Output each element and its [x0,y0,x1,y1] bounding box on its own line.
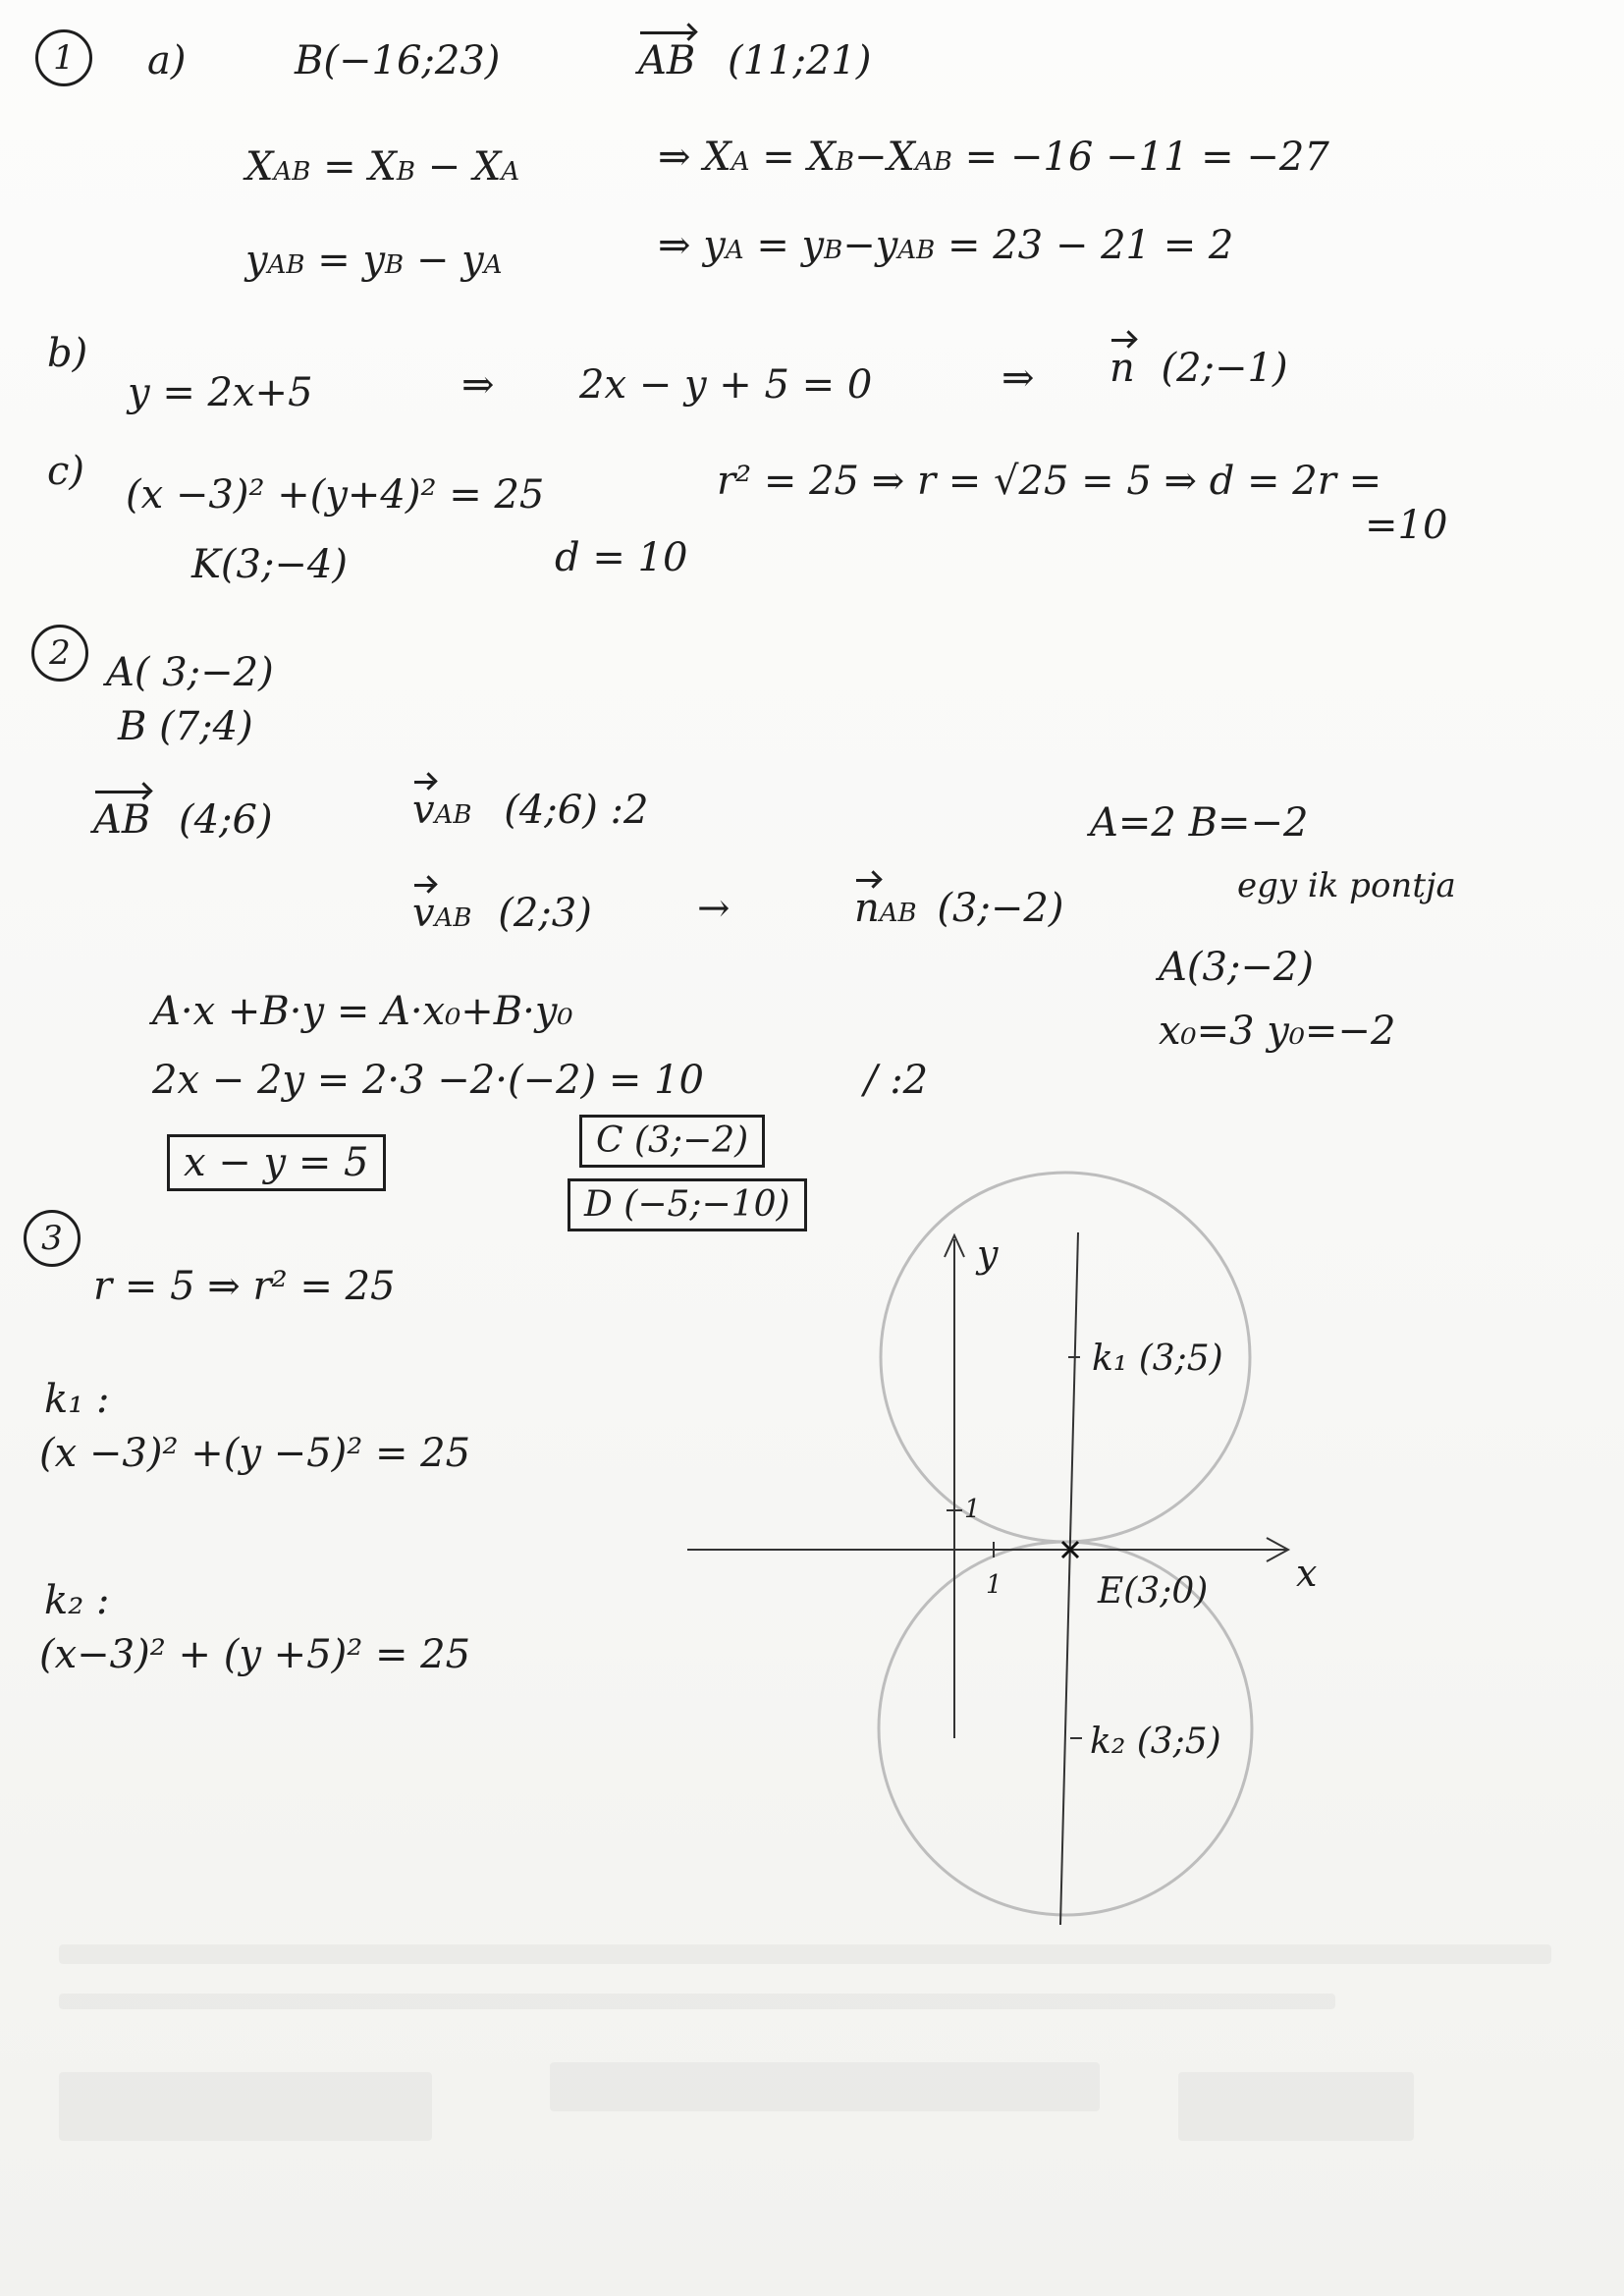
impl-y-result: = 23 − 21 = 2 [947,223,1234,268]
tick-y-1-label: 1 [964,1495,981,1524]
p3-k1-label: k₁ : [44,1377,110,1422]
p2-point-a-again: A(3;−2) [1159,945,1314,990]
eq-y-rhs: = y [317,238,386,283]
eq-y-rhs-mid: − y [404,238,484,283]
normal-name: n [854,886,880,931]
impl-x-sub: A [731,147,750,177]
k1-center-label: k₁ (3;5) [1092,1339,1223,1379]
x-axis-label: x [1296,1552,1318,1595]
eq-x-rhs-sub1: B [396,157,415,187]
p1c-center: K(3;−4) [191,542,348,587]
p3-radius: r = 5 ⇒ r² = 25 [93,1264,396,1309]
p2-substituted-equation: 2x − 2y = 2·3 −2·(−2) = 10 [152,1058,704,1103]
p2-line-result: x − y = 5 [167,1134,386,1191]
p1a-label: a) [147,38,187,83]
impl-x-sub3: AB [915,147,952,177]
vector-ab-name: AB [638,38,696,83]
impl-x-mid: −X [854,135,916,180]
point-e-label: E(3;0) [1098,1571,1209,1612]
p1b-general-equation: 2x − y + 5 = 0 [579,362,873,408]
vector-ab-label: AB [93,797,151,843]
eq-x-rhs-sub2: A [501,157,520,187]
p2-point-d: D (−5;−10) [568,1178,807,1231]
p2-division: / :2 [864,1058,929,1103]
impl-y-mid: −y [842,223,898,268]
tick-x-1-label: 1 [986,1570,1002,1600]
normal-value: (3;−2) [937,886,1064,931]
p1b-arrow-1: ⇒ [461,362,495,408]
p1c-radius-cont: =10 [1365,503,1448,548]
direction-vector-value: (4;6) :2 [504,788,649,833]
reduced-vector-value: (2;3) [498,891,592,936]
p1a-point-b: B(−16;23) [295,38,501,83]
impl-x: ⇒ X [658,135,731,180]
vector-ab-coords: (11;21) [728,38,872,83]
p1b-arrow-2: ⇒ [1001,355,1035,401]
p1c-diameter: d = 10 [555,535,688,580]
k2-center-label: k₂ (3;5) [1090,1722,1221,1762]
p2-note: egy ik pontja [1237,866,1456,905]
eq-x-rhs-mid: − X [414,144,502,190]
eq-y-lhs: y [245,238,268,283]
eq-y-lhs-sub: AB [267,250,305,280]
problem-3-number: 3 [24,1210,81,1267]
eq-x-rhs: = X [323,144,397,190]
direction-vector-name: v [412,788,435,833]
p1c-circle-equation: (x −3)² +(y+4)² = 25 [126,472,545,518]
reduced-vector-name: v [412,891,435,936]
impl-y: ⇒ y [658,223,726,268]
p3-k2-label: k₂ : [44,1578,110,1623]
problem-2-number: 2 [31,625,88,682]
p2-general-formula: A·x +B·y = A·x₀+B·y₀ [152,989,573,1034]
impl-x-result: = −16 −11 = −27 [964,135,1329,180]
normal-vector-name: n [1110,346,1135,391]
impl-y-sub3: AB [897,236,936,265]
p1c-radius-chain: r² = 25 ⇒ r = √25 = 5 ⇒ d = 2r = [717,459,1382,504]
eq-y-rhs-sub1: B [385,250,405,280]
eq-y-rhs-sub2: A [483,250,503,280]
impl-x-sub2: B [835,147,855,177]
p3-k1-equation: (x −3)² +(y −5)² = 25 [39,1431,471,1476]
reduced-vector-sub: AB [434,903,472,933]
p1b-label: b) [47,331,88,376]
p2-point-c: C (3;−2) [579,1115,765,1168]
problem-1-number: 1 [35,29,92,86]
direction-vector-sub: AB [434,800,472,830]
p2-arrow: → [697,886,731,931]
p2-coefficients: A=2 B=−2 [1090,800,1309,846]
p1b-line-equation: y = 2x+5 [128,370,313,415]
y-axis-label: y [977,1232,999,1276]
impl-y-rest: = y [743,223,825,268]
p1c-label: c) [47,449,85,494]
p2-x0-y0: x₀=3 y₀=−2 [1159,1009,1396,1054]
x-3-guide [1060,1232,1078,1925]
impl-x-rest: = X [749,135,836,180]
eq-x-lhs-sub: AB [273,157,311,187]
normal-vector-coords: (2;−1) [1161,346,1288,391]
vector-ab-value: (4;6) [179,797,273,843]
p2-point-a: A( 3;−2) [106,650,274,695]
impl-y-sub2: B [824,236,843,265]
p2-point-b: B (7;4) [118,704,253,749]
p3-k2-equation: (x−3)² + (y +5)² = 25 [39,1632,471,1677]
normal-sub: AB [879,899,917,928]
impl-y-sub: A [725,236,744,265]
eq-x-lhs: X [245,144,274,190]
